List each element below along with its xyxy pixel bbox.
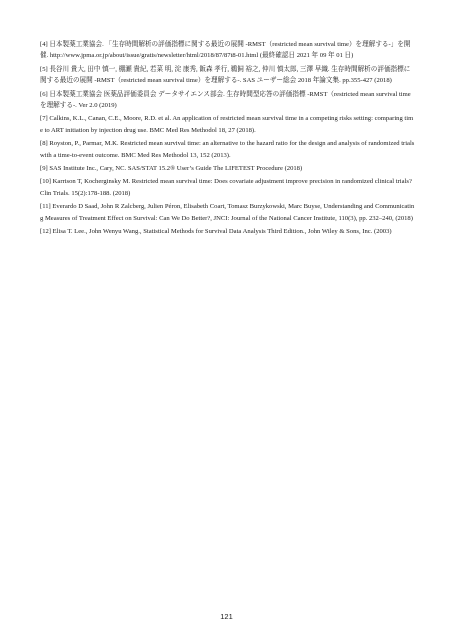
reference-9: [9] SAS Institute Inc., Cary, NC. SAS/STAT 15.2® User’s Guide The LIFETEST Procedure (2018) — [40, 165, 303, 173]
reference-10: [10] Karrison T, Kocherginsky M. Restricted mean survival time: Does covariate adjustment improve precision in randomized clinical trials? Clin Trials. 15(2):178-188. (2018) — [40, 178, 412, 197]
reference-5: [5] 長谷川 貴大, 田中 慎一, 棚瀬 貴紀, 若菜 明, 淀 康秀, 飯森 孝行, 鵜飼 裕之, 仲川 慎太郎, 三澤 早織. 生存時間解析の評価指標に関する最近の展開 -RMST（restricted mean survival time）を理解する-. SAS ユーザー総会 2018 年論文集. pp.355-427 (2018) — [40, 65, 411, 85]
reference-6: [6] 日本製薬工業協会 医薬品評価委員会 データサイエンス部会. 生存時間型応答の評価指標 -RMST（restricted mean survival time を理解する-. Ver 2.0 (2019) — [40, 90, 411, 110]
reference-4: [4] 日本製薬工業協会. 「生存時間解析の評価指標に関する最近の展開 -RMST（restricted mean survival time）を理解する-」を開催. http://www.jpma.or.jp/about/issue/gratis/newsletter/html/2018/87/87t8-01.html (最終確認日 2021 年 09 年 01 日) — [40, 41, 411, 60]
reference-8: [8] Royston, P., Parmar, M.K. Restricted mean survival time: an alternative to the hazard ratio for the design and analysis of randomized trials with a time-to-event outcome. BMC Med Res Methodol 13, 152 (2013). — [40, 140, 415, 159]
page-number: 121 — [220, 612, 233, 621]
reference-7: [7] Calkins, K.L., Canan, C.E., Moore, R.D. et al. An application of restricted mean survival time in a competing risks setting: comparing time to ART initiation by injection drug use. BMC Med Res Methodol 18, 27 (2018). — [40, 115, 414, 134]
reference-12: [12] Elisa T. Lee., John Wenyu Wang., Statistical Methods for Survival Data Analysis Third Edition., John Wiley & Sons, Inc. (2003) — [40, 228, 392, 236]
reference-11: [11] Everardo D Saad, John R Zalcberg, Julien Péron, Elisabeth Coart, Tomasz Burzykowski, Marc Buyse, Understanding and Communicating Measures of Treatment Effect on Survival: Can We Do Better?, JNCI: Journal of the National Cancer Institute, 110(3), pp. 232–240, (2018) — [40, 203, 415, 222]
reference-list — [40, 39, 415, 240]
